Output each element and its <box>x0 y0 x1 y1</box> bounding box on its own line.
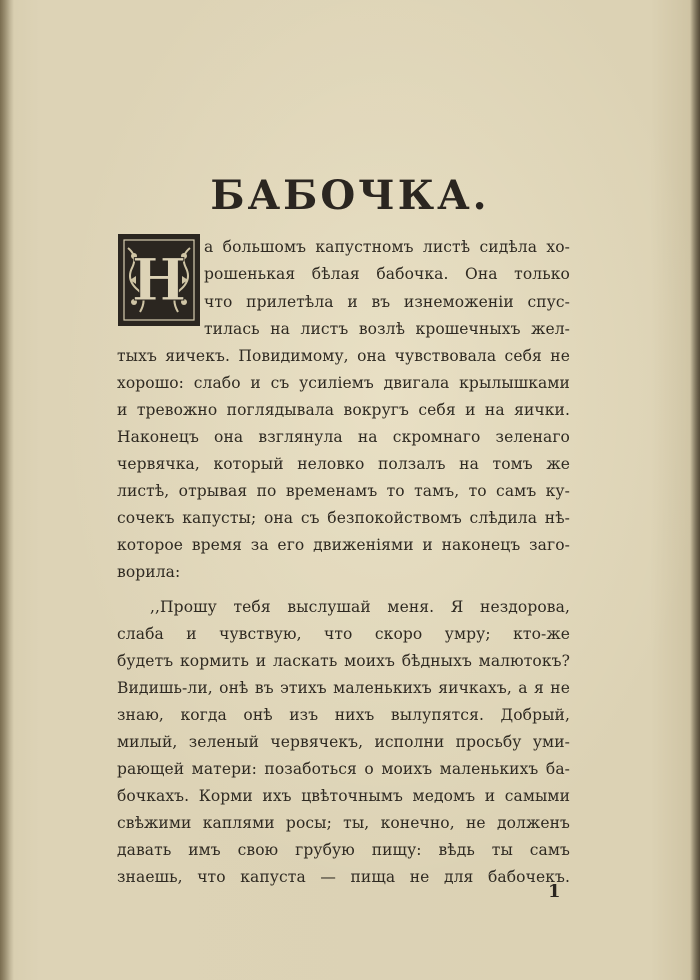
text-line: а большомъ капустномъ листѣ сидѣла хо- <box>204 238 570 256</box>
text-line: знаю, когда онѣ изъ нихъ вылупятся. Добрый, <box>117 706 570 724</box>
text-line: бочкахъ. Корми ихъ цвѣточнымъ медомъ и самыми <box>117 787 570 805</box>
dropcap-ornament <box>118 234 200 326</box>
text-line: ,,Прошу тебя выслушай меня. Я нездорова, <box>150 598 570 616</box>
text-line: ворила: <box>117 563 181 581</box>
text-line: которое время за его движеніями и наконецъ заго- <box>117 536 570 554</box>
page-number: 1 <box>548 881 561 902</box>
text-line: свѣжими каплями росы; ты, конечно, не долженъ <box>117 814 570 832</box>
text-line: рающей матери: позаботься о моихъ маленькихъ ба- <box>117 760 570 778</box>
text-line: хорошо: слабо и съ усиліемъ двигала крылышками <box>117 374 570 392</box>
text-line: червячка, который неловко ползалъ на томъ же <box>117 455 570 473</box>
text-line: тыхъ яичекъ. Повидимому, она чувствовала себя не <box>117 347 570 365</box>
text-line: сочекъ капусты; она съ безпокойствомъ слѣдила нѣ- <box>117 509 570 527</box>
spine-shadow <box>0 0 14 980</box>
text-line: рошенькая бѣлая бабочка. Она только <box>204 265 570 283</box>
text-line: давать имъ свою грубую пищу: вѣдь ты самъ <box>117 841 570 859</box>
dropcap-letter: Н <box>131 246 187 314</box>
text-line: будетъ кормить и ласкать моихъ бѣдныхъ малютокъ? <box>117 652 570 670</box>
page-edge <box>690 0 700 980</box>
dropcap-svg <box>120 236 198 324</box>
text-line: и тревожно поглядывала вокругъ себя и на яички. <box>117 401 570 419</box>
text-line: листѣ, отрывая по временамъ то тамъ, то самъ ку- <box>117 482 570 500</box>
text-line: слаба и чувствую, что скоро умру; кто-же <box>117 625 570 643</box>
text-line: знаешь, что капуста — пища не для бабочекъ. <box>117 868 570 886</box>
text-line: Наконецъ она взглянула на скромнаго зеленаго <box>117 428 570 446</box>
text-line: тилась на листъ возлѣ крошечныхъ жел- <box>204 320 570 338</box>
text-line: что прилетѣла и въ изнеможеніи спус- <box>204 293 570 311</box>
text-line: Видишь-ли, онѣ въ этихъ маленькихъ яичкахъ, а я не <box>117 679 570 697</box>
text-line: милый, зеленый червячекъ, исполни просьбу уми- <box>117 733 570 751</box>
chapter-title: БАБОЧКА. <box>210 172 490 219</box>
